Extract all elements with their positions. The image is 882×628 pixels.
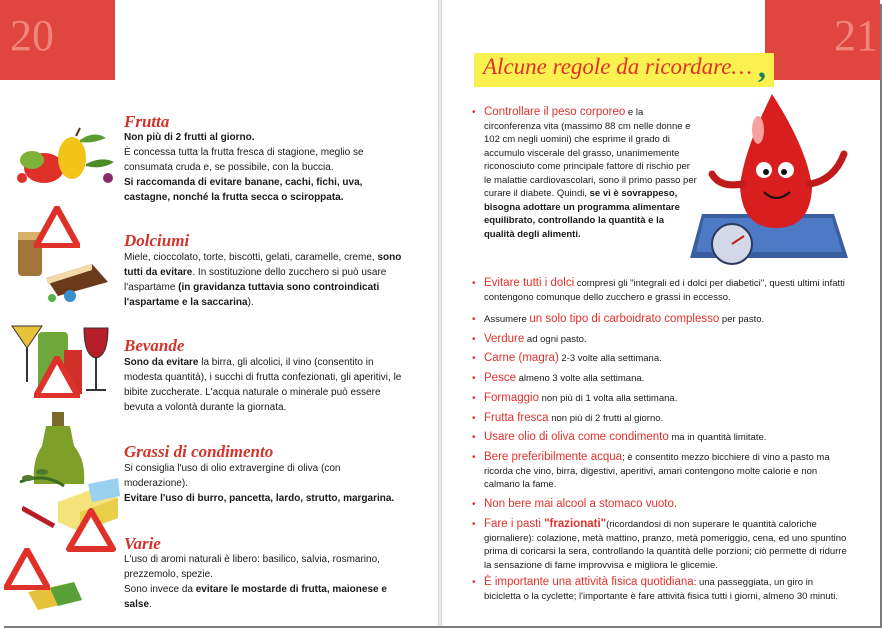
- list-item: • Non bere mai alcool a stomaco vuoto.: [472, 498, 678, 510]
- rule-text-bold: se vi è sovrappeso, bisogna adottare un programma alimentare equilibrato, controllando la quantità e la qualità degli alimenti.: [484, 188, 680, 240]
- frutta-line: Si raccomanda di evitare banane, cachi, fichi, uva, castagne, nonché la frutta secca o sciroppata.: [124, 177, 363, 203]
- list-item: • Carne (magra) 2-3 volte alla settimana.: [472, 352, 662, 364]
- rule-highlight: Controllare il peso corporeo: [484, 106, 626, 118]
- rule-text: per pasto.: [719, 314, 765, 325]
- varie-text: Sono invece da: [124, 584, 196, 595]
- list-item: • È importante una attività fisica quotidiana: una passeggiata, un giro in bicicletta o la cyclette; l'importante è fare attività fisica tutti i giorni, almeno 30 minuti.: [472, 576, 839, 602]
- warning-triangle-icon: [34, 356, 80, 398]
- rule-text: : una passeggiata, un giro in bicicletta o la cyclette; l'importante è fare attività fisica tutti i giorni, almeno 30 minuti.: [484, 577, 839, 602]
- fruit-icon: [14, 126, 116, 188]
- section-body-dolciumi: [124, 250, 406, 310]
- rule-highlight: "frazionati": [544, 518, 607, 530]
- rule-text: compresi gli "integrali ed i dolci per diabetici", questi ultimi infatti contengono comunque dello zucchero e grassi in eccesso.: [484, 278, 845, 303]
- rule-highlight: Carne (magra): [484, 352, 559, 364]
- rule-highlight: Fare i pasti: [484, 518, 545, 530]
- rule-text: 2-3 volte alla settimana.: [558, 353, 662, 364]
- bevande-text: Sono da evitare: [124, 357, 199, 368]
- rule-highlight: Non bere mai alcool a stomaco vuoto.: [484, 498, 678, 510]
- list-item: • Pesce almeno 3 volte alla settimana.: [472, 372, 645, 384]
- blood-drop-on-scale-icon: [684, 90, 860, 276]
- list-item: • Assumere un solo tipo di carboidrato complesso per pasto.: [472, 313, 765, 325]
- section-body-frutta: [124, 130, 406, 205]
- page-number-left: 20: [10, 11, 54, 60]
- section-body-varie: [124, 552, 406, 612]
- rule-text: almeno 3 volte alla settimana.: [515, 373, 645, 384]
- varie-text: .: [149, 599, 152, 610]
- rule-text: e la circonferenza vita (massimo 88 cm nelle donne e 102 cm negli uomini) che esprime il grado di accumulo viscerale del grasso, unanimemente riconosciuto come principale fattore di rischio per le malattie cardiovascolari, sono il primo passo per curare il diabete.: [484, 107, 697, 199]
- list-item: • Bere preferibilmente acqua; è consentito mezzo bicchiere di vino a pasto ma ricorda che vino, birra, digestivi, aperitivi, amari contengono molte calorie e non calmano la fame.: [472, 451, 830, 490]
- left-page: [0, 0, 438, 626]
- list-item: • Verdure ad ogni pasto.: [472, 333, 587, 345]
- varie-text: evitare le mostarde di frutta, maionese e salse: [124, 584, 387, 610]
- list-item: • Evitare tutti i dolci compresi gli "integrali ed i dolci per diabetici", questi ultimi infatti contengono comunque dello zucchero e grassi in eccesso.: [472, 277, 845, 303]
- varie-line: L'uso di aromi naturali è libero: basilico, salvia, rosmarino, prezzemolo, spezie.: [124, 554, 380, 580]
- rule-highlight: un solo tipo di carboidrato complesso: [529, 313, 720, 325]
- list-item: • Usare olio di oliva come condimento ma in quantità limitate.: [472, 431, 767, 443]
- rule-text: non più di 2 frutti al giorno.: [548, 413, 664, 424]
- list-item: • Frutta fresca non più di 2 frutti al giorno.: [472, 412, 664, 424]
- section-title-varie: Varie: [124, 534, 161, 553]
- list-item: • Formaggio non più di 1 volta alla settimana.: [472, 392, 678, 404]
- rule-text: non più di 1 volta alla settimana.: [538, 393, 678, 404]
- bevande-text: la birra, gli alcolici, il vino (consentito in modesta quantità), i succhi di frutta confezionati, gli aperitivi, le bibite zuccherate. L'acqua naturale o minerale può essere bevuta a volontà durante la giornata.: [124, 357, 402, 413]
- section-title-dolciumi: Dolciumi: [124, 231, 190, 250]
- rule-highlight: Frutta fresca: [484, 412, 549, 424]
- warning-triangle-icon: [4, 548, 50, 590]
- rule-highlight: Bere preferibilmente acqua: [484, 451, 623, 463]
- rule-highlight: Verdure: [484, 333, 525, 345]
- rule-highlight: Formaggio: [484, 392, 539, 404]
- rule-text: ad ogni pasto.: [524, 334, 587, 345]
- section-title-bevande: Bevande: [124, 336, 185, 355]
- dolciumi-text: . In sostituzione dello zucchero si può usare l'aspartame: [124, 267, 387, 293]
- rule-highlight: Evitare tutti i dolci: [484, 277, 575, 289]
- frutta-line: Non più di 2 frutti al giorno.: [124, 132, 255, 143]
- warning-triangle-icon: [66, 508, 116, 552]
- dolciumi-text: (in gravidanza tuttavia sono controindicati l'aspartame e la saccarina: [124, 282, 380, 308]
- grassi-line: Evitare l'uso di burro, pancetta, lardo, strutto, margarina.: [124, 493, 395, 504]
- section-body-grassi: [124, 461, 406, 506]
- rule-text: ma in quantità limitate.: [668, 432, 767, 443]
- rule-highlight: Usare olio di oliva come condimento: [484, 431, 669, 443]
- list-item: • Fare i pasti "frazionati"(ricordandosi di non superare le quantità caloriche giornaliere): colazione, metà mattino, pranzo, metà pomeriggio, cena, ed uno spuntino prima di coricarsi la sera, controllando la quantità delle porzioni; ciò permette di ridurre la sensazione di fame improvvisa e migliora le glicemie.: [472, 518, 847, 571]
- dolciumi-text: sono tutti da evitare: [124, 252, 402, 278]
- page-title: Alcune regole da ricordare…: [483, 54, 752, 79]
- dolciumi-text: ).: [247, 297, 254, 308]
- rule-text: Assumere: [484, 314, 530, 325]
- section-title-grassi: Grassi di condimento: [124, 442, 274, 461]
- dolciumi-text: Miele, cioccolato, torte, biscotti, gelati, caramelle, creme,: [124, 252, 378, 263]
- section-body-bevande: [124, 355, 406, 415]
- frutta-line: È concessa tutta la frutta fresca di stagione, meglio se consumata cruda e, se possibile, con la buccia.: [124, 147, 364, 173]
- rule-text: Quindi,: [554, 188, 590, 199]
- grassi-line: Si consiglia l'uso di olio extravergine di oliva (con moderazione).: [124, 463, 341, 489]
- rule-highlight: Pesce: [484, 372, 516, 384]
- rule-highlight: È importante una attività fisica quotidiana: [484, 576, 694, 588]
- rule-text: ; è consentito mezzo bicchiere di vino a pasto ma ricorda che vino, birra, digestivi, aperitivi, amari contengono molte calorie e non calmano la fame.: [484, 452, 830, 490]
- section-title-frutta: Frutta: [124, 112, 170, 131]
- list-item: • Controllare il peso corporeo e la circonferenza vita (massimo 88 cm nelle donne e 102 cm negli uomini) che esprime il grado di accumulo viscerale del grasso, unanimemente riconosciuto come principale fattore di rischio per le malattie cardiovascolari, sono il primo passo per curare il diabete. Quindi, se vi è sovrappeso, bisogna adottare un programma alimentare equilibrato, controllando la quantità e la qualità degli alimenti.: [472, 106, 697, 240]
- warning-triangle-icon: [34, 206, 80, 248]
- page-number-right: 21: [834, 11, 878, 60]
- rule-text: (ricordandosi di non superare le quantità caloriche giornaliere): colazione, metà mattino, pranzo, metà pomeriggio, cena, ed uno spuntino prima di coricarsi la sera, controllando la quantità delle porzioni; ciò permette di ridurre la sensazione di fame improvvisa e migliora le glicemie.: [484, 519, 847, 571]
- decorative-comma: ,: [758, 48, 766, 84]
